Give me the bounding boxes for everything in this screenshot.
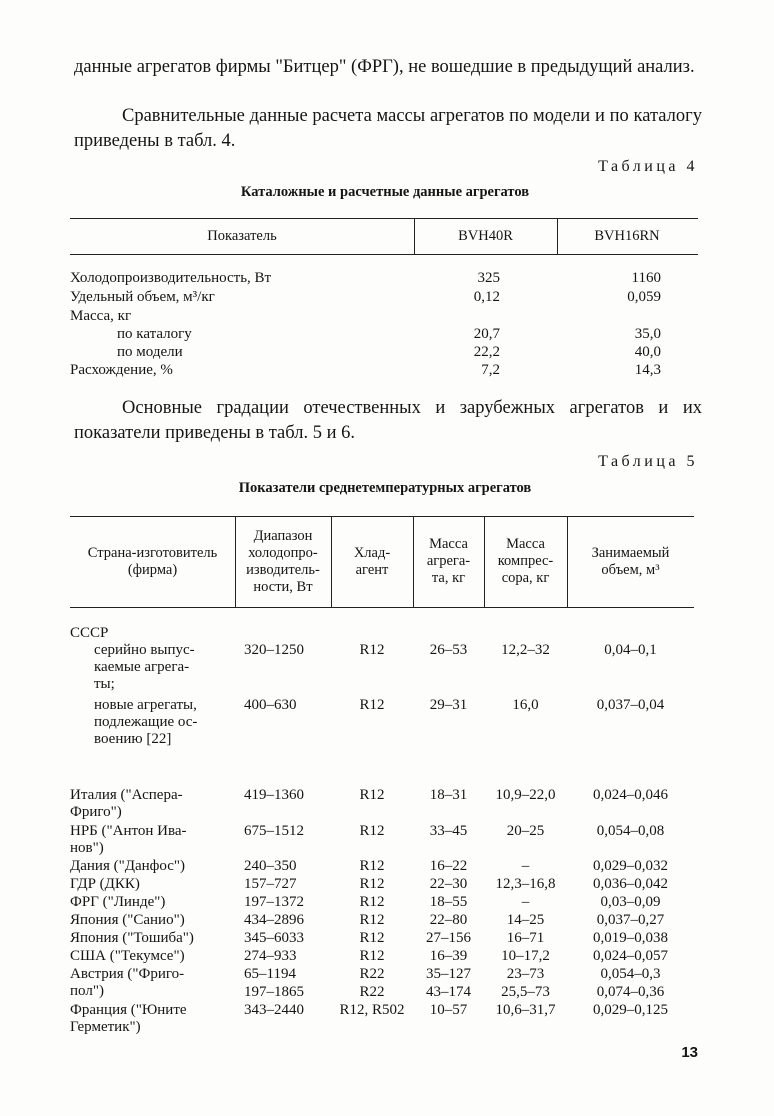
table4-cell-bvh40r: 20,7	[473, 326, 500, 342]
table5-cell-volume: 0,029–0,125	[593, 1002, 668, 1018]
table5-row-name-line: серийно выпус-	[94, 642, 195, 658]
table4-row-label: по каталогу	[117, 326, 192, 342]
table5-cell-compressor-mass: –	[521, 858, 530, 874]
table5-cell-range: 419–1360	[244, 787, 304, 803]
table5-cell-unit-mass: 35–127	[426, 966, 471, 982]
table5-row-name-line: США ("Текумсе")	[70, 948, 185, 964]
table5-row-name	[70, 930, 235, 947]
table5-cell-compressor-mass: 10,9–22,0	[495, 787, 556, 803]
table5-header-line: Диапазон	[253, 528, 313, 544]
table5-header-rule	[70, 607, 694, 608]
table5-cell-refrigerant: R12	[359, 948, 385, 964]
table5-header-line: холодопро-	[248, 545, 318, 561]
table5-row-name-line: ГДР (ДКК)	[70, 876, 140, 892]
table5-cell-range: 197–1372	[244, 894, 304, 910]
table5-cell-unit-mass: 26–53	[429, 642, 468, 658]
table5-row-name-line: Фриго")	[70, 804, 122, 820]
table5-header-col-1	[70, 545, 235, 579]
table5-cell-range: 65–1194	[244, 966, 296, 982]
table5-row-name-line: Япония ("Санио")	[70, 912, 185, 928]
table4-cell-bvh16rn: 14,3	[634, 362, 661, 378]
table5-header-col-3	[331, 545, 413, 579]
table5-cell-volume: 0,037–0,04	[596, 697, 665, 713]
table4-header-rule	[70, 254, 698, 255]
table5-header-line: Масса	[429, 536, 468, 552]
table5-header-line: (фирма)	[127, 562, 178, 578]
table4-header-bvh16rn: BVH16RN	[594, 228, 660, 244]
table4-row-label: Холодопроизводительность, Вт	[70, 270, 272, 286]
intro-paragraph: данные агрегатов фирмы "Битцер" (ФРГ), не вошедшие в предыдущий анализ.	[74, 57, 695, 77]
table5-cell-volume: 0,036–0,042	[593, 876, 668, 892]
table5-cell-unit-mass: 22–80	[429, 912, 468, 928]
table5-cell-volume: 0,037–0,27	[596, 912, 665, 928]
table5-header-line: компрес-	[497, 553, 554, 569]
table4-cell-bvh40r: 0,12	[473, 289, 500, 305]
table4-row-label: по модели	[117, 344, 183, 360]
table5-cell-refrigerant: R22	[359, 984, 385, 1000]
table5-cell-refrigerant: R12	[359, 697, 385, 713]
table4-cell-bvh40r: 7,2	[481, 362, 500, 378]
table5-header-line: Страна-изготовитель	[87, 545, 218, 561]
table5-cell-volume: 0,04–0,1	[604, 642, 657, 658]
table5-header-line: изводитель-	[246, 562, 320, 578]
table5-row-name-line: воению [22]	[94, 731, 172, 747]
page-number: 13	[681, 1044, 698, 1061]
table4-cell-bvh16rn: 0,059	[627, 289, 661, 305]
table5-cell-unit-mass: 10–57	[429, 1002, 468, 1018]
table5-cell-compressor-mass: 20–25	[506, 823, 545, 839]
table5-cell-compressor-mass: 14–25	[506, 912, 545, 928]
table5-cell-refrigerant: R22	[359, 966, 385, 982]
table5-cell-range: 240–350	[244, 858, 297, 874]
paragraph-table4-ref: Сравнительные данные расчета массы агрегатов по модели и по каталогу приведены в табл. 4.	[74, 106, 702, 151]
table4-row-label: Расхождение, %	[70, 362, 173, 378]
table5-row-name	[70, 787, 235, 821]
table5-top-rule	[70, 516, 694, 517]
table5-cell-range: 197–1865	[244, 984, 304, 1000]
table5-cell-refrigerant: R12	[359, 930, 385, 946]
table5-header-line: та, кг	[431, 570, 466, 586]
table4-row-label: Удельный объем, м³/кг	[70, 289, 215, 305]
table5-cell-volume: 0,019–0,038	[593, 930, 668, 946]
table5-row-name	[70, 858, 235, 875]
table5-row-name	[70, 912, 235, 929]
table5-cell-unit-mass: 16–39	[429, 948, 468, 964]
table5-header-line: Хлад-	[353, 545, 391, 561]
table5-caption: Показатели среднетемпературных агрегатов	[238, 480, 532, 496]
paragraph-table5-ref: Основные градации отечественных и зарубежных агрегатов и их показатели приведены в табл. 5 и 6.	[74, 398, 702, 443]
table5-cell-refrigerant: R12	[359, 787, 385, 803]
table5-cell-unit-mass: 18–31	[429, 787, 468, 803]
table4-cell-bvh40r: 22,2	[473, 344, 500, 360]
table5-cell-range: 343–2440	[244, 1002, 304, 1018]
table5-cell-unit-mass: 22–30	[429, 876, 468, 892]
table5-cell-range: 434–2896	[244, 912, 304, 928]
table5-header-line: агрега-	[426, 553, 471, 569]
table5-row-name	[70, 894, 235, 911]
table5-row-name	[70, 823, 235, 857]
table4-header-indicator: Показатель	[207, 228, 277, 244]
table5-cell-unit-mass: 16–22	[429, 858, 468, 874]
table5-cell-refrigerant: R12	[359, 912, 385, 928]
table5-header-col-6	[567, 545, 694, 579]
table4-cell-bvh16rn: 1160	[631, 270, 661, 286]
table5-row-name-line: Япония ("Тошиба")	[70, 930, 194, 946]
table5-header-line: сора, кг	[501, 570, 550, 586]
table5-row-name-line: Австрия ("Фриго-	[70, 966, 185, 982]
table5-cell-refrigerant: R12	[359, 642, 385, 658]
table5-cell-unit-mass: 33–45	[429, 823, 468, 839]
table5-cell-unit-mass: 43–174	[426, 984, 471, 1000]
table5-row-name-line: Франция ("Юните	[70, 1002, 187, 1018]
table5-row-name-line: НРБ ("Антон Ива-	[70, 823, 187, 839]
table5-cell-refrigerant: R12	[359, 858, 385, 874]
table5-cell-refrigerant: R12, R502	[339, 1002, 405, 1018]
table5-cell-range: 157–727	[244, 876, 297, 892]
table5-row-name	[70, 876, 235, 893]
table5-cell-compressor-mass: 10,6–31,7	[495, 1002, 556, 1018]
table4-cell-bvh40r: 325	[477, 270, 500, 286]
table5-cell-compressor-mass: 12,3–16,8	[495, 876, 556, 892]
table5-cell-refrigerant: R12	[359, 823, 385, 839]
table5-row-name-line: новые агрегаты,	[94, 697, 197, 713]
table5-cell-unit-mass: 27–156	[426, 930, 471, 946]
table5-row-name	[70, 948, 235, 965]
table5-ussr-label: СССР	[70, 625, 109, 641]
table5-header-line: ности, Вт	[253, 579, 313, 595]
table5-cell-range: 345–6033	[244, 930, 304, 946]
table5-row-name-line: Дания ("Данфос")	[70, 858, 185, 874]
table5-header-line: объем, м³	[601, 562, 660, 578]
table5-cell-volume: 0,024–0,057	[593, 948, 668, 964]
table5-cell-range: 675–1512	[244, 823, 304, 839]
table5-row-name-line: каемые агрега-	[94, 659, 190, 675]
table5-row-name	[94, 697, 234, 748]
table5-cell-volume: 0,03–0,09	[600, 894, 661, 910]
table5-row-name-line: ФРГ ("Линде")	[70, 894, 166, 910]
table4-top-rule	[70, 218, 698, 219]
table5-row-name-line: ты;	[94, 676, 115, 692]
table5-cell-unit-mass: 29–31	[429, 697, 468, 713]
table5-header-col-5	[484, 536, 567, 587]
table5-header-line: агент	[355, 562, 389, 578]
table5-header-col-4	[413, 536, 484, 587]
table5-row-name-line: подлежащие ос-	[94, 714, 198, 730]
table5-cell-volume: 0,054–0,08	[596, 823, 665, 839]
table5-cell-compressor-mass: 16–71	[506, 930, 545, 946]
table5-number: Таблица 5	[598, 453, 698, 470]
table5-row-name-line: Герметик")	[70, 1019, 141, 1035]
table5-cell-volume: 0,029–0,032	[593, 858, 668, 874]
table5-cell-compressor-mass: 25,5–73	[501, 984, 550, 1000]
table5-row-name-line: пол")	[70, 983, 104, 999]
table5-cell-compressor-mass: 16,0	[512, 697, 539, 713]
table5-cell-range: 274–933	[244, 948, 297, 964]
table5-cell-compressor-mass: 12,2–32	[501, 642, 550, 658]
table5-row-name	[94, 642, 234, 693]
table5-header-col-2	[235, 528, 331, 596]
table5-cell-range: 320–1250	[244, 642, 304, 658]
table5-row-name-line: нов")	[70, 840, 104, 856]
table4-number: Таблица 4	[598, 158, 698, 175]
table4-header-bvh40r: BVH40R	[458, 228, 513, 244]
table5-header-line: Занимаемый	[591, 545, 670, 561]
table4-caption: Каталожные и расчетные данные агрегатов	[240, 184, 530, 200]
table5-row-name	[70, 966, 235, 1000]
table5-row-name	[70, 1002, 235, 1036]
table4-cell-bvh16rn: 35,0	[634, 326, 661, 342]
table5-cell-compressor-mass: –	[521, 894, 530, 910]
table5-cell-unit-mass: 18–55	[429, 894, 468, 910]
table5-cell-compressor-mass: 10–17,2	[501, 948, 550, 964]
table5-row-name-line: Италия ("Аспера-	[70, 787, 183, 803]
table5-header-line: Масса	[506, 536, 545, 552]
table5-cell-compressor-mass: 23–73	[506, 966, 545, 982]
table5-cell-volume: 0,054–0,3	[600, 966, 661, 982]
table5-cell-volume: 0,024–0,046	[593, 787, 668, 803]
table4-cell-bvh16rn: 40,0	[634, 344, 661, 360]
table5-cell-refrigerant: R12	[359, 876, 385, 892]
table5-cell-refrigerant: R12	[359, 894, 385, 910]
table5-cell-range: 400–630	[244, 697, 297, 713]
table4-row-label: Масса, кг	[70, 308, 132, 324]
table5-cell-volume: 0,074–0,36	[596, 984, 665, 1000]
